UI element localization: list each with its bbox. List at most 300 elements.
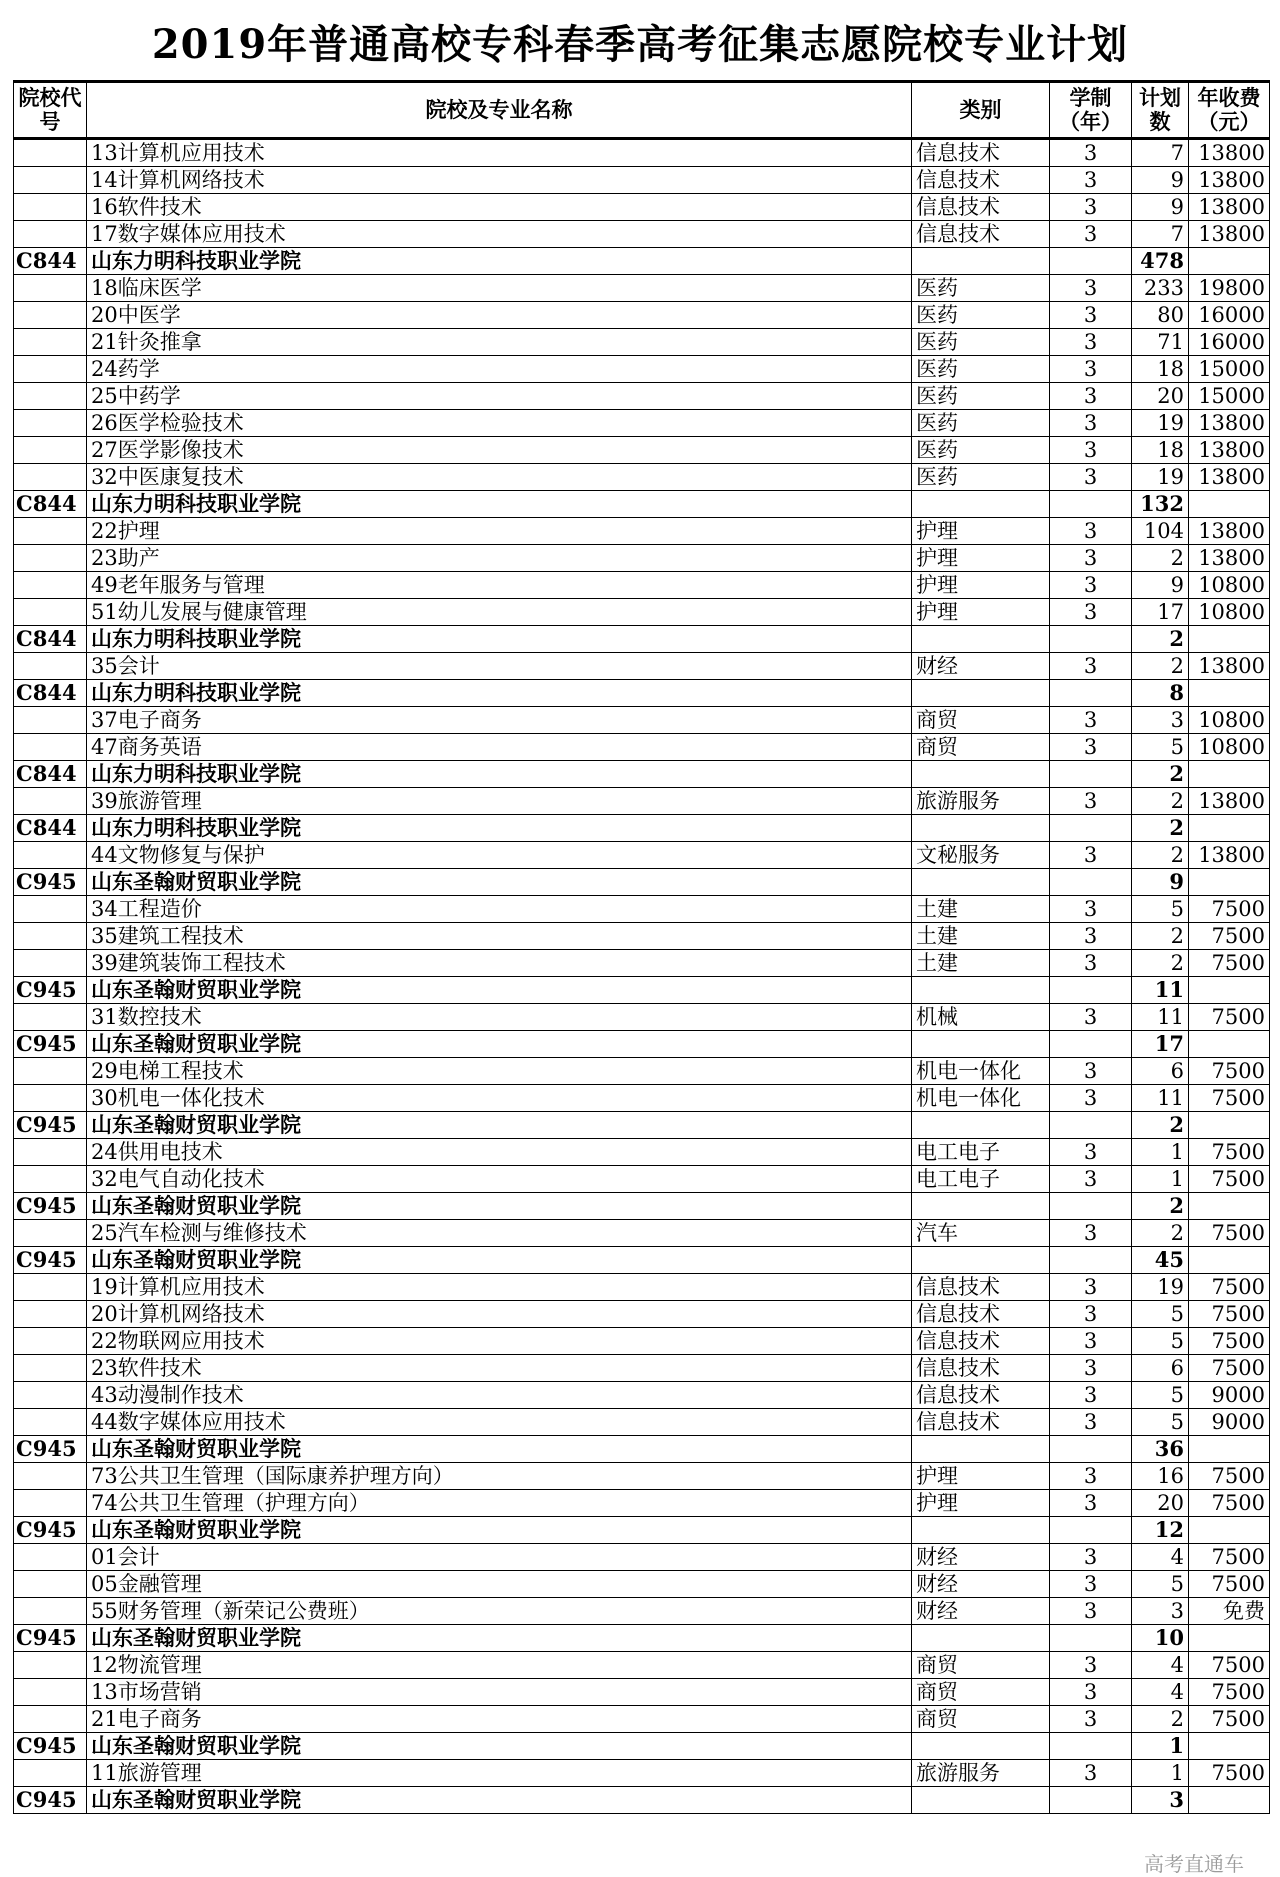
cell-name: 23助产 [87,545,912,572]
cell-plan: 2 [1132,653,1189,680]
school-row [14,1193,1270,1220]
cell-years: 3 [1050,545,1132,572]
cell-fee [1189,1193,1270,1220]
cell-code: C945 [14,1517,87,1544]
cell-name: 44文物修复与保护 [87,842,912,869]
cell-name: 26医学检验技术 [87,410,912,437]
major-row [14,1355,1270,1382]
cell-name: 49老年服务与管理 [87,572,912,599]
cell-category: 财经 [912,653,1050,680]
cell-code: C945 [14,1733,87,1760]
cell-code: C945 [14,1193,87,1220]
cell-plan: 19 [1132,464,1189,491]
cell-code [14,896,87,923]
cell-years [1050,761,1132,788]
cell-years: 3 [1050,194,1132,221]
cell-years: 3 [1050,1571,1132,1598]
cell-name: 16软件技术 [87,194,912,221]
cell-code [14,707,87,734]
cell-years: 3 [1050,1463,1132,1490]
cell-name: 32中医康复技术 [87,464,912,491]
cell-code: C844 [14,815,87,842]
cell-code [14,1139,87,1166]
cell-name: 44数字媒体应用技术 [87,1409,912,1436]
cell-code [14,194,87,221]
cell-code: C844 [14,491,87,518]
cell-years: 3 [1050,167,1132,194]
cell-code [14,1301,87,1328]
cell-fee: 19800 [1189,275,1270,302]
cell-name: 24供用电技术 [87,1139,912,1166]
cell-years: 3 [1050,734,1132,761]
cell-fee: 13800 [1189,410,1270,437]
major-row [14,707,1270,734]
major-row [14,950,1270,977]
cell-years [1050,815,1132,842]
cell-years: 3 [1050,1220,1132,1247]
cell-plan: 12 [1132,1517,1189,1544]
cell-plan: 5 [1132,1409,1189,1436]
cell-name: 22物联网应用技术 [87,1328,912,1355]
cell-name: 21电子商务 [87,1706,912,1733]
school-row [14,1112,1270,1139]
cell-name: 21针灸推拿 [87,329,912,356]
cell-category: 机电一体化 [912,1058,1050,1085]
cell-code [14,356,87,383]
cell-category [912,1517,1050,1544]
cell-years: 3 [1050,1598,1132,1625]
cell-fee: 7500 [1189,1355,1270,1382]
cell-fee: 13800 [1189,518,1270,545]
cell-years: 3 [1050,1328,1132,1355]
header-years: 学制（年） [1050,82,1132,139]
cell-category: 医药 [912,356,1050,383]
cell-plan: 2 [1132,1706,1189,1733]
cell-code [14,1679,87,1706]
major-row [14,1679,1270,1706]
cell-name: 山东圣翰财贸职业学院 [87,1247,912,1274]
cell-fee [1189,977,1270,1004]
school-row [14,1787,1270,1814]
plan-table [13,80,1270,1814]
cell-years [1050,491,1132,518]
major-row [14,1409,1270,1436]
cell-category: 信息技术 [912,1355,1050,1382]
cell-category [912,1247,1050,1274]
cell-category: 商贸 [912,1652,1050,1679]
school-row [14,977,1270,1004]
cell-name: 山东圣翰财贸职业学院 [87,1787,912,1814]
cell-name: 山东圣翰财贸职业学院 [87,1031,912,1058]
cell-category: 医药 [912,302,1050,329]
cell-fee: 13800 [1189,221,1270,248]
cell-fee: 7500 [1189,1706,1270,1733]
school-row [14,491,1270,518]
cell-name: 20中医学 [87,302,912,329]
cell-code [14,518,87,545]
major-row [14,1139,1270,1166]
cell-code [14,1355,87,1382]
cell-name: 24药学 [87,356,912,383]
cell-plan: 2 [1132,761,1189,788]
cell-name: 11旅游管理 [87,1760,912,1787]
cell-code: C945 [14,1787,87,1814]
cell-name: 19计算机应用技术 [87,1274,912,1301]
cell-years: 3 [1050,896,1132,923]
cell-years: 3 [1050,1301,1132,1328]
cell-code [14,383,87,410]
cell-name: 山东力明科技职业学院 [87,680,912,707]
major-row [14,356,1270,383]
cell-name: 35会计 [87,653,912,680]
cell-fee [1189,1733,1270,1760]
table-body [14,139,1270,1814]
cell-years [1050,1625,1132,1652]
cell-plan: 18 [1132,356,1189,383]
cell-category: 旅游服务 [912,788,1050,815]
cell-fee: 7500 [1189,1463,1270,1490]
cell-fee: 7500 [1189,1139,1270,1166]
cell-years: 3 [1050,1085,1132,1112]
cell-fee [1189,491,1270,518]
cell-years: 3 [1050,923,1132,950]
cell-fee [1189,1787,1270,1814]
cell-category: 医药 [912,464,1050,491]
cell-category [912,1031,1050,1058]
cell-fee: 7500 [1189,1301,1270,1328]
cell-fee: 7500 [1189,1220,1270,1247]
cell-fee: 13800 [1189,194,1270,221]
cell-name: 山东力明科技职业学院 [87,248,912,275]
school-row [14,1247,1270,1274]
cell-category: 商贸 [912,1679,1050,1706]
cell-years: 3 [1050,1679,1132,1706]
cell-years: 3 [1050,1544,1132,1571]
cell-code: C844 [14,761,87,788]
cell-fee: 13800 [1189,545,1270,572]
major-row [14,1652,1270,1679]
cell-category: 土建 [912,923,1050,950]
cell-fee [1189,680,1270,707]
cell-code [14,1544,87,1571]
cell-category: 护理 [912,518,1050,545]
major-row [14,275,1270,302]
cell-plan: 20 [1132,383,1189,410]
cell-years [1050,626,1132,653]
cell-name: 55财务管理（新荣记公费班） [87,1598,912,1625]
cell-fee: 免费 [1189,1598,1270,1625]
cell-plan: 4 [1132,1652,1189,1679]
cell-years: 3 [1050,383,1132,410]
cell-years: 3 [1050,1355,1132,1382]
header-category: 类别 [912,82,1050,139]
cell-fee: 7500 [1189,1085,1270,1112]
cell-code [14,167,87,194]
cell-name: 20计算机网络技术 [87,1301,912,1328]
cell-fee: 7500 [1189,1490,1270,1517]
cell-fee [1189,869,1270,896]
cell-code: C945 [14,1247,87,1274]
cell-code: C945 [14,1112,87,1139]
cell-plan: 2 [1132,788,1189,815]
cell-code [14,275,87,302]
major-row [14,842,1270,869]
cell-fee [1189,761,1270,788]
cell-plan: 6 [1132,1058,1189,1085]
cell-years: 3 [1050,139,1132,167]
cell-category: 商贸 [912,1706,1050,1733]
cell-fee: 7500 [1189,1544,1270,1571]
cell-years: 3 [1050,950,1132,977]
cell-code [14,923,87,950]
cell-name: 32电气自动化技术 [87,1166,912,1193]
cell-fee: 15000 [1189,356,1270,383]
cell-name: 43动漫制作技术 [87,1382,912,1409]
cell-name: 35建筑工程技术 [87,923,912,950]
cell-plan: 20 [1132,1490,1189,1517]
cell-code: C945 [14,1436,87,1463]
cell-code: C945 [14,1625,87,1652]
cell-code [14,1409,87,1436]
major-row [14,329,1270,356]
cell-years: 3 [1050,437,1132,464]
cell-name: 17数字媒体应用技术 [87,221,912,248]
cell-plan: 10 [1132,1625,1189,1652]
major-row [14,1166,1270,1193]
major-row [14,437,1270,464]
cell-plan: 2 [1132,950,1189,977]
watermark: 高考直通车 [1144,1852,1244,1876]
major-row [14,221,1270,248]
cell-years [1050,1112,1132,1139]
cell-years: 3 [1050,707,1132,734]
cell-name: 47商务英语 [87,734,912,761]
cell-plan: 8 [1132,680,1189,707]
cell-category [912,1193,1050,1220]
cell-name: 13计算机应用技术 [87,139,912,167]
cell-category: 医药 [912,437,1050,464]
header-plan: 计划数 [1132,82,1189,139]
cell-name: 73公共卫生管理（国际康养护理方向） [87,1463,912,1490]
cell-fee [1189,1436,1270,1463]
cell-plan: 11 [1132,1085,1189,1112]
cell-name: 山东力明科技职业学院 [87,815,912,842]
cell-name: 14计算机网络技术 [87,167,912,194]
cell-plan: 5 [1132,1571,1189,1598]
cell-plan: 1 [1132,1760,1189,1787]
cell-fee: 13800 [1189,139,1270,167]
cell-years: 3 [1050,302,1132,329]
major-row [14,1004,1270,1031]
cell-category [912,1436,1050,1463]
major-row [14,1328,1270,1355]
cell-code [14,572,87,599]
cell-code [14,1274,87,1301]
cell-code: C844 [14,248,87,275]
major-row [14,1760,1270,1787]
cell-fee: 7500 [1189,1166,1270,1193]
cell-code: C844 [14,680,87,707]
cell-code [14,221,87,248]
school-row [14,248,1270,275]
cell-fee: 16000 [1189,302,1270,329]
major-row [14,545,1270,572]
school-row [14,1625,1270,1652]
cell-category: 文秘服务 [912,842,1050,869]
cell-plan: 1 [1132,1139,1189,1166]
cell-fee: 13800 [1189,464,1270,491]
page-title: 2019年普通高校专科春季高考征集志愿院校专业计划 [151,21,1129,68]
cell-category: 医药 [912,329,1050,356]
cell-plan: 132 [1132,491,1189,518]
cell-category: 信息技术 [912,139,1050,167]
cell-fee: 13800 [1189,167,1270,194]
major-row [14,923,1270,950]
cell-plan: 11 [1132,1004,1189,1031]
cell-category: 护理 [912,572,1050,599]
cell-code: C945 [14,1031,87,1058]
cell-plan: 18 [1132,437,1189,464]
major-row [14,896,1270,923]
cell-category: 医药 [912,275,1050,302]
cell-code [14,437,87,464]
cell-name: 山东圣翰财贸职业学院 [87,977,912,1004]
cell-years [1050,869,1132,896]
cell-fee [1189,815,1270,842]
cell-years: 3 [1050,572,1132,599]
cell-years: 3 [1050,1139,1132,1166]
major-row [14,1544,1270,1571]
cell-name: 25中药学 [87,383,912,410]
cell-plan: 7 [1132,221,1189,248]
cell-years: 3 [1050,275,1132,302]
cell-plan: 233 [1132,275,1189,302]
cell-name: 34工程造价 [87,896,912,923]
school-row [14,680,1270,707]
cell-years: 3 [1050,1760,1132,1787]
major-row [14,572,1270,599]
major-row [14,1706,1270,1733]
cell-code [14,464,87,491]
cell-code [14,1598,87,1625]
cell-years [1050,1787,1132,1814]
cell-code [14,788,87,815]
cell-category [912,815,1050,842]
cell-plan: 9 [1132,869,1189,896]
cell-code [14,1652,87,1679]
cell-category: 财经 [912,1571,1050,1598]
cell-years: 3 [1050,1274,1132,1301]
cell-category: 护理 [912,1463,1050,1490]
cell-name: 18临床医学 [87,275,912,302]
cell-category: 护理 [912,599,1050,626]
cell-category: 护理 [912,1490,1050,1517]
cell-category: 信息技术 [912,1301,1050,1328]
cell-fee [1189,1112,1270,1139]
cell-fee: 15000 [1189,383,1270,410]
cell-fee [1189,1517,1270,1544]
cell-name: 37电子商务 [87,707,912,734]
cell-code [14,302,87,329]
cell-years [1050,1193,1132,1220]
cell-category: 医药 [912,410,1050,437]
header-code: 院校代号 [14,82,87,139]
cell-plan: 2 [1132,626,1189,653]
cell-plan: 2 [1132,1193,1189,1220]
cell-name: 山东圣翰财贸职业学院 [87,1733,912,1760]
cell-years: 3 [1050,1706,1132,1733]
major-row [14,383,1270,410]
cell-category [912,491,1050,518]
major-row [14,1382,1270,1409]
cell-fee: 10800 [1189,734,1270,761]
school-row [14,869,1270,896]
major-row [14,167,1270,194]
cell-plan: 9 [1132,194,1189,221]
cell-code [14,1382,87,1409]
cell-category [912,977,1050,1004]
cell-code [14,1706,87,1733]
cell-plan: 80 [1132,302,1189,329]
cell-years [1050,1733,1132,1760]
cell-fee: 7500 [1189,1004,1270,1031]
cell-code [14,329,87,356]
major-row [14,734,1270,761]
cell-fee [1189,248,1270,275]
cell-code [14,599,87,626]
cell-category: 电工电子 [912,1139,1050,1166]
cell-plan: 19 [1132,410,1189,437]
cell-fee [1189,1247,1270,1274]
school-row [14,1517,1270,1544]
cell-category: 商贸 [912,707,1050,734]
cell-name: 27医学影像技术 [87,437,912,464]
cell-fee: 10800 [1189,707,1270,734]
cell-code [14,1328,87,1355]
cell-plan: 9 [1132,572,1189,599]
cell-code [14,1004,87,1031]
cell-plan: 4 [1132,1679,1189,1706]
cell-fee: 16000 [1189,329,1270,356]
cell-fee: 13800 [1189,437,1270,464]
cell-plan: 16 [1132,1463,1189,1490]
school-row [14,1733,1270,1760]
cell-category [912,1787,1050,1814]
cell-fee: 13800 [1189,842,1270,869]
cell-category: 医药 [912,383,1050,410]
cell-name: 23软件技术 [87,1355,912,1382]
cell-code [14,1166,87,1193]
cell-category: 信息技术 [912,167,1050,194]
cell-fee: 13800 [1189,653,1270,680]
cell-code [14,1760,87,1787]
table-header-row [14,82,1270,139]
cell-years: 3 [1050,599,1132,626]
cell-code [14,139,87,167]
cell-name: 39建筑装饰工程技术 [87,950,912,977]
cell-name: 29电梯工程技术 [87,1058,912,1085]
school-row [14,815,1270,842]
cell-name: 31数控技术 [87,1004,912,1031]
cell-code [14,734,87,761]
cell-plan: 5 [1132,896,1189,923]
cell-category: 旅游服务 [912,1760,1050,1787]
cell-years [1050,1436,1132,1463]
major-row [14,1301,1270,1328]
cell-plan: 1 [1132,1166,1189,1193]
cell-years: 3 [1050,329,1132,356]
cell-name: 13市场营销 [87,1679,912,1706]
